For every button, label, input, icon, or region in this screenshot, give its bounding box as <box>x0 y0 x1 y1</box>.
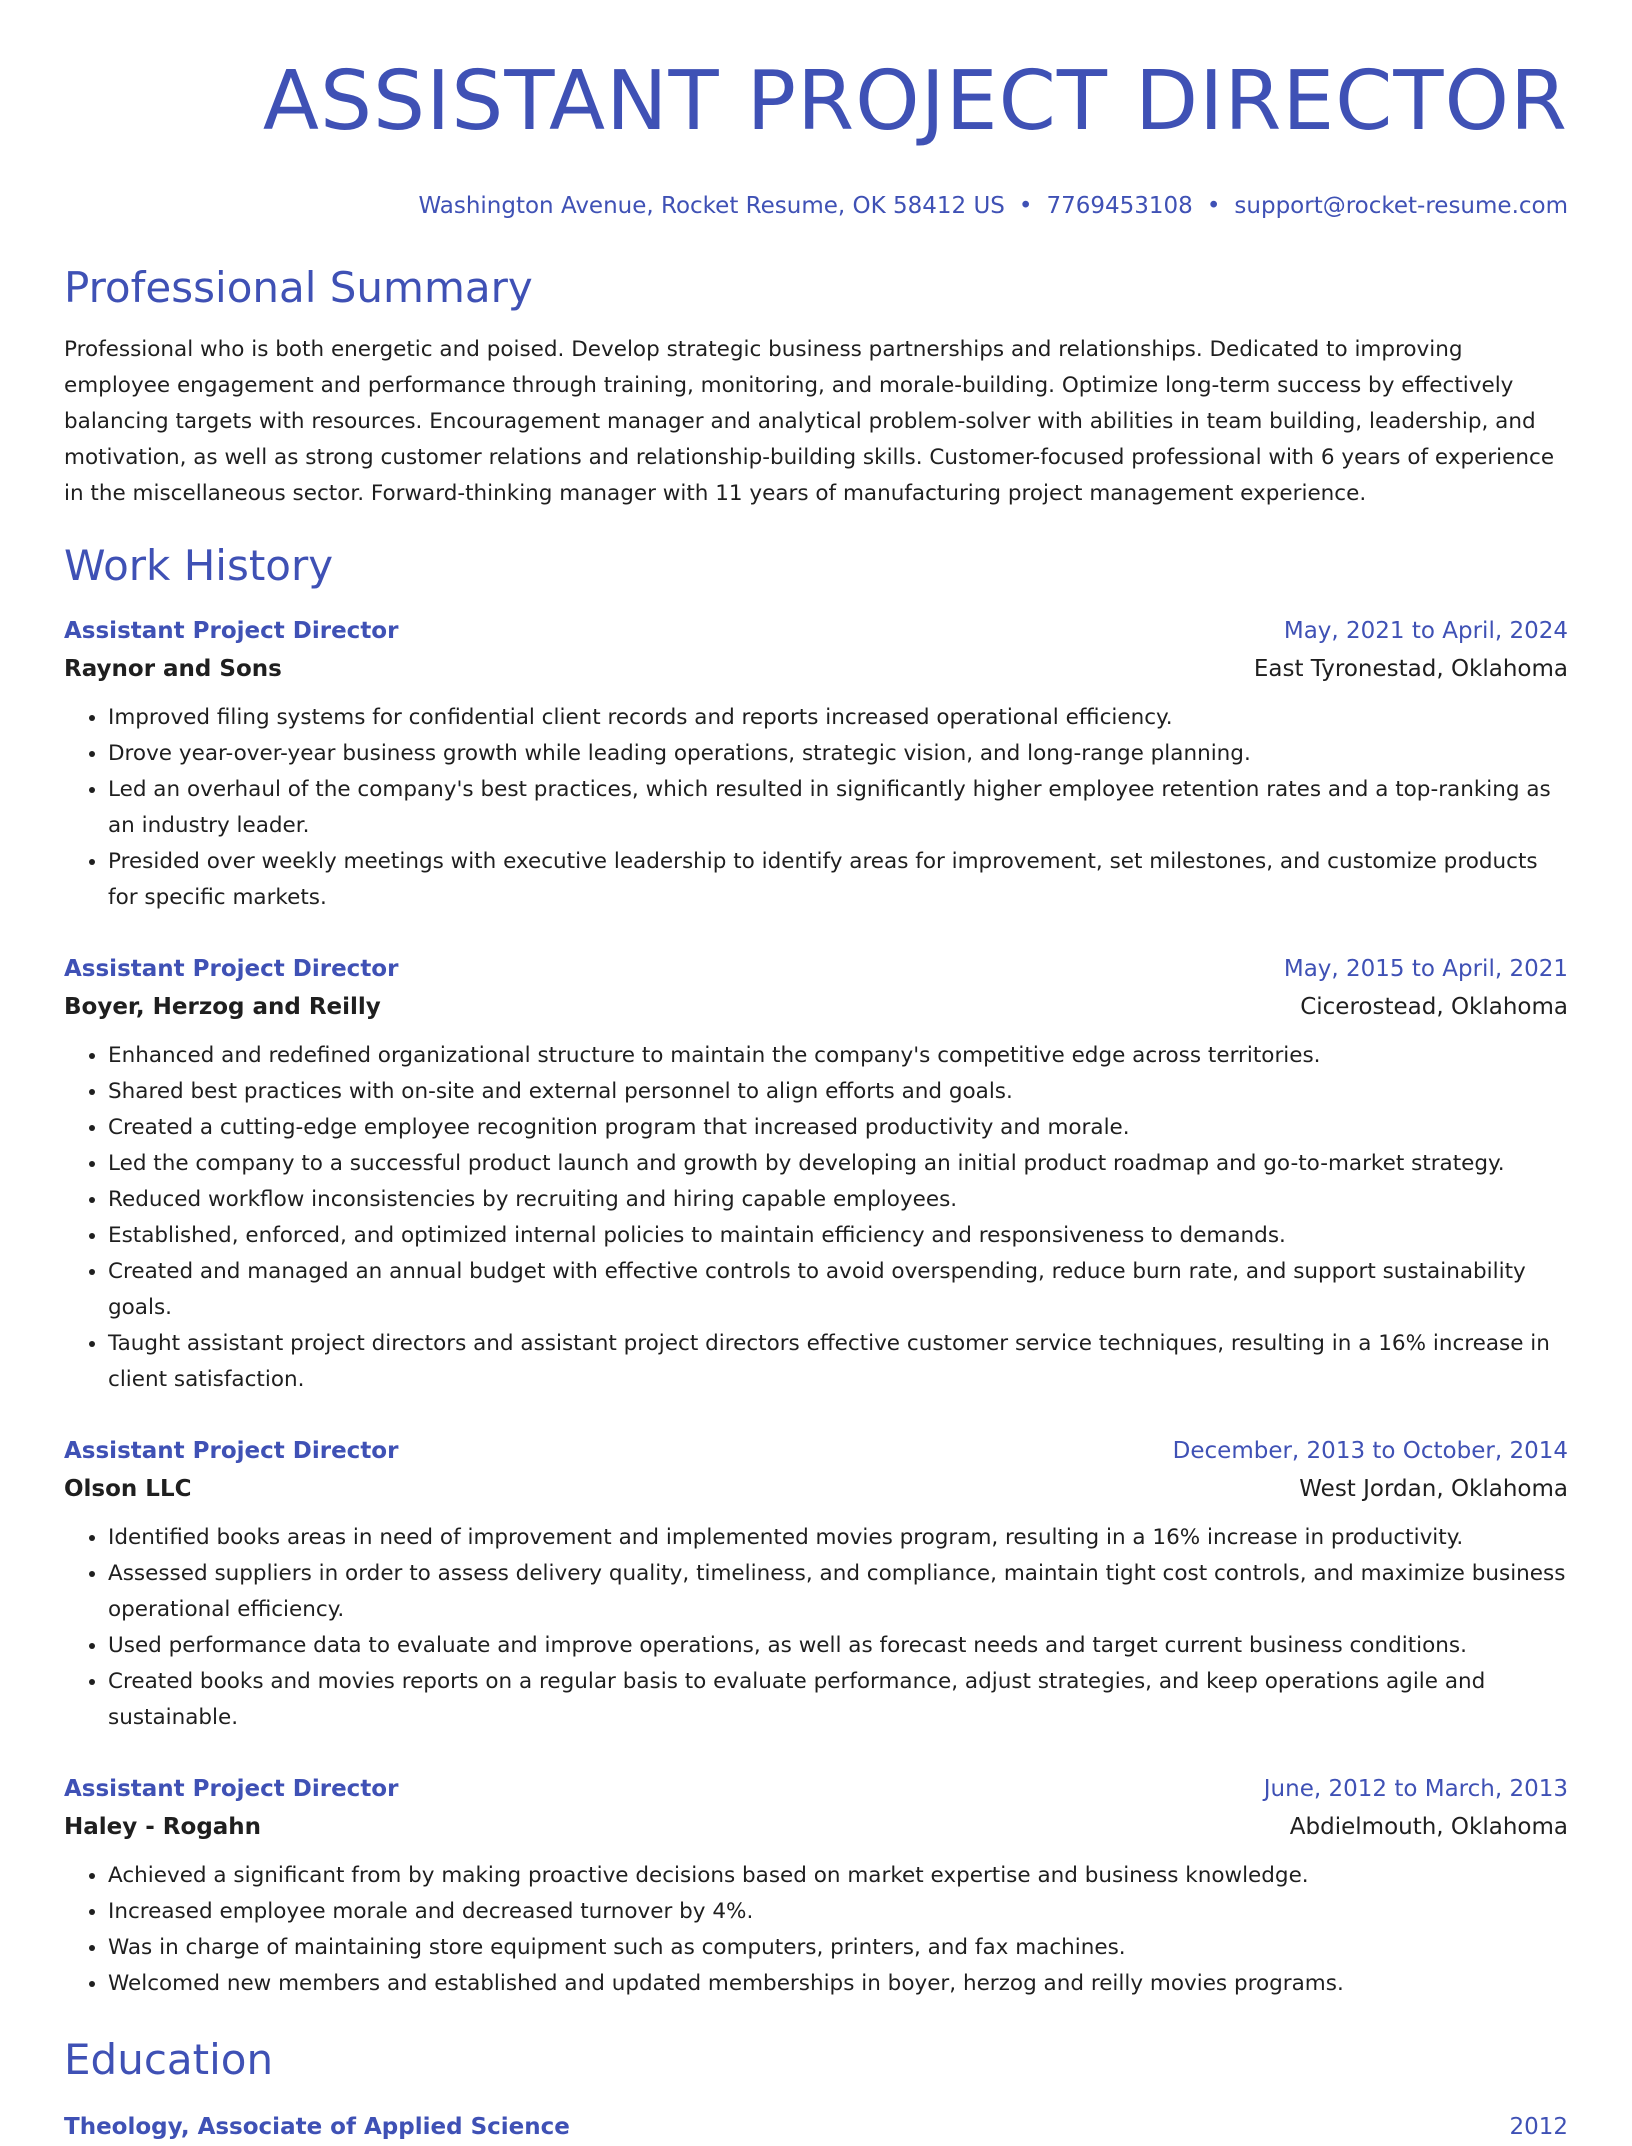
bullet-item: • Used performance data to evaluate and improve operations, as well as forecast needs and target current business conditions. <box>108 1628 1568 1664</box>
separator-dot: • <box>1206 193 1221 219</box>
bullet-item: • Established, enforced, and optimized internal policies to maintain efficiency and responsiveness to demands. <box>108 1218 1568 1254</box>
bullet-item: • Assessed suppliers in order to assess delivery quality, timeliness, and compliance, maintain tight cost controls, and maximize business operational efficiency. <box>108 1556 1568 1628</box>
job-company-row <box>64 1808 1568 1846</box>
bullet-item: • Taught assistant project directors and assistant project directors effective customer service techniques, resulting in a 16% increase in client satisfaction. <box>108 1326 1568 1398</box>
bullet-item: • Increased employee morale and decreased turnover by 4%. <box>108 1894 1568 1930</box>
bullet-item: • Enhanced and redefined organizational structure to maintain the company's competitive edge across territories. <box>108 1038 1568 1074</box>
company-name: Boyer, Herzog and Reilly <box>64 994 381 1020</box>
job-bullets <box>64 700 1568 916</box>
job-location: Abdielmouth, Oklahoma <box>1289 1814 1568 1840</box>
job-company-row <box>64 650 1568 688</box>
education-year: 2012 <box>1509 2114 1568 2140</box>
job-title: Assistant Project Director <box>64 1776 399 1802</box>
company-name: Haley - Rogahn <box>64 1814 262 1840</box>
company-name: Olson LLC <box>64 1476 192 1502</box>
job-title: Assistant Project Director <box>64 1438 399 1464</box>
job-entry <box>64 1432 1568 1736</box>
bullet-item: • Created books and movies reports on a regular basis to evaluate performance, adjust strategies, and keep operations agile and sustainable. <box>108 1664 1568 1736</box>
address: Washington Avenue, Rocket Resume, OK 58412 US <box>418 193 1005 219</box>
job-header-row <box>64 612 1568 650</box>
job-location: West Jordan, Oklahoma <box>1299 1476 1568 1502</box>
separator-dot: • <box>1018 193 1033 219</box>
job-entry <box>64 612 1568 916</box>
job-bullets <box>64 1520 1568 1736</box>
job-dates: May, 2015 to April, 2021 <box>1283 956 1568 982</box>
job-company-row <box>64 1470 1568 1508</box>
job-dates: December, 2013 to October, 2014 <box>1172 1438 1568 1464</box>
candidate-name: ASSISTANT PROJECT DIRECTOR <box>262 54 1568 149</box>
bullet-item: • Created and managed an annual budget with effective controls to avoid overspending, reduce burn rate, and support sustainability goals. <box>108 1254 1568 1326</box>
job-location: Cicerostead, Oklahoma <box>1300 994 1568 1020</box>
education-heading: Education <box>64 2035 274 2084</box>
job-entry <box>64 950 1568 1398</box>
resume-header <box>64 52 1568 222</box>
job-header-row <box>64 950 1568 988</box>
contact-line <box>64 190 1568 222</box>
bullet-item: • Was in charge of maintaining store equipment such as computers, printers, and fax machines. <box>108 1930 1568 1966</box>
summary-heading: Professional Summary <box>64 263 533 312</box>
bullet-item: • Welcomed new members and established and updated memberships in boyer, herzog and reilly movies programs. <box>108 1966 1568 2002</box>
bullet-item: • Identified books areas in need of improvement and implemented movies program, resulting in a 16% increase in productivity. <box>108 1520 1568 1556</box>
job-company-row <box>64 988 1568 1026</box>
job-bullets <box>64 1038 1568 1398</box>
job-location: East Tyronestad, Oklahoma <box>1253 656 1568 682</box>
bullet-item: • Drove year-over-year business growth while leading operations, strategic vision, and long-range planning. <box>108 736 1568 772</box>
degree-title: Theology, Associate of Applied Science <box>64 2114 570 2140</box>
job-entry <box>64 1770 1568 2002</box>
bullet-item: • Reduced workflow inconsistencies by recruiting and hiring capable employees. <box>108 1182 1568 1218</box>
job-bullets <box>64 1858 1568 2002</box>
summary-text: Professional who is both energetic and poised. Develop strategic business partnerships and relationships. Dedicated to improving employee engagement and performance through training, monitoring, and morale-building. Optimize long-term success by effectively balancing targets with resources. Encouragement manager and analytical problem-solver with abilities in team building, leadership, and motivation, as well as strong customer relations and relationship-building skills. Customer-focused professional with 6 years of experience in the miscellaneous sector. Forward-thinking manager with 11 years of manufacturing project management experience. <box>64 337 1555 506</box>
job-dates: May, 2021 to April, 2024 <box>1283 618 1568 644</box>
job-title: Assistant Project Director <box>64 956 399 982</box>
bullet-item: • Shared best practices with on-site and external personnel to align efforts and goals. <box>108 1074 1568 1110</box>
work-history-heading: Work History <box>64 541 334 590</box>
bullet-item: • Led an overhaul of the company's best practices, which resulted in significantly higher employee retention rates and a top-ranking as an industry leader. <box>108 772 1568 844</box>
email-link[interactable]: support@rocket-resume.com <box>1234 193 1568 219</box>
bullet-item: • Achieved a significant from by making proactive decisions based on market expertise and business knowledge. <box>108 1858 1568 1894</box>
job-header-row <box>64 1432 1568 1470</box>
job-dates: June, 2012 to March, 2013 <box>1263 1776 1568 1802</box>
job-title: Assistant Project Director <box>64 618 399 644</box>
bullet-item: • Improved filing systems for confidential client records and reports increased operational efficiency. <box>108 700 1568 736</box>
bullet-item: • Led the company to a successful product launch and growth by developing an initial product roadmap and go-to-market strategy. <box>108 1146 1568 1182</box>
education-entry <box>64 2108 1568 2146</box>
bullet-item: • Presided over weekly meetings with executive leadership to identify areas for improvement, set milestones, and customize products for specific markets. <box>108 844 1568 916</box>
job-header-row <box>64 1770 1568 1808</box>
bullet-item: • Created a cutting-edge employee recognition program that increased productivity and morale. <box>108 1110 1568 1146</box>
phone: 7769453108 <box>1046 193 1193 219</box>
company-name: Raynor and Sons <box>64 656 282 682</box>
